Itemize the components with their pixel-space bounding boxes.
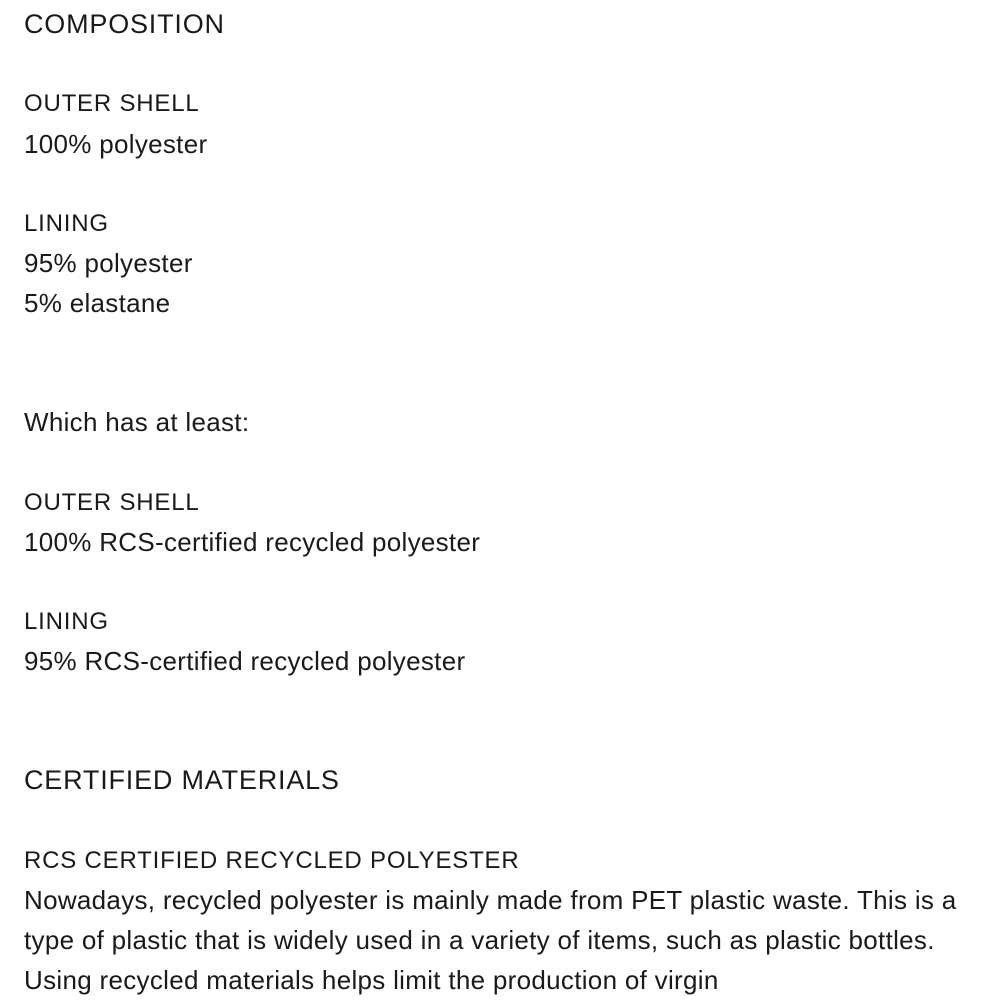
lining-label: LINING <box>24 210 109 237</box>
outer-shell-item: 100% polyester <box>24 129 208 159</box>
outer-shell-label: OUTER SHELL <box>24 90 200 117</box>
certified-materials-title: CERTIFIED MATERIALS <box>24 765 340 795</box>
composition-title: COMPOSITION <box>24 9 225 39</box>
recycled-lining-item: 95% RCS-certified recycled polyester <box>24 646 466 676</box>
recycled-lining-label: LINING <box>24 608 109 635</box>
recycled-outer-shell-label: OUTER SHELL <box>24 489 200 516</box>
recycled-outer-shell-item: 100% RCS-certified recycled polyester <box>24 527 481 557</box>
at-least-intro: Which has at least: <box>24 407 250 437</box>
rcs-material-label: RCS CERTIFIED RECYCLED POLYESTER <box>24 847 520 874</box>
rcs-material-description: Nowadays, recycled polyester is mainly made from PET plastic waste. This is a type of plastic that is widely used in a variety of items, such as plastic bottles. Using recycled materials helps limit the production of virgin <box>24 885 957 995</box>
lining-item: 95% polyester <box>24 248 193 278</box>
lining-item: 5% elastane <box>24 288 171 318</box>
